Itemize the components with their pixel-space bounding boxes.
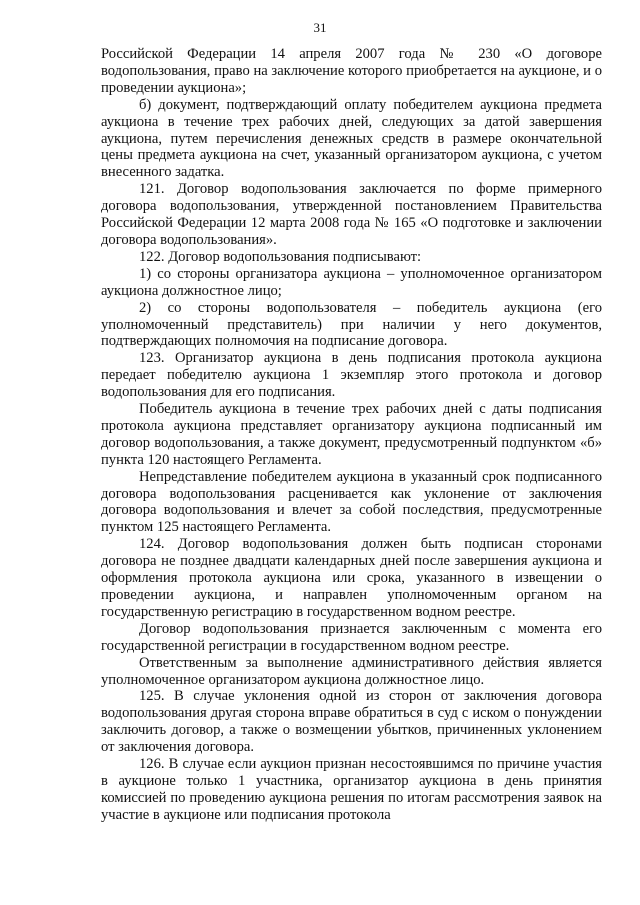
paragraph-126: 126. В случае если аукцион признан несостоявшимся по причине участия в аукционе только 1 участника, организатор аукциона в день принятия комиссией по проведению аукциона решения по итогам рассмотрения заявок на участие в аукционе или подписания протокола <box>101 756 602 823</box>
paragraph-123-nonsubmission: Непредставление победителем аукциона в указанный срок подписанного договора водопользования расценивается как уклонение от заключения договора водопользования и влечет за собой последствия, предусмотренные пунктом 125 настоящего Регламента. <box>101 468 602 536</box>
paragraph-124-registration: Договор водопользования признается заключенным с момента его государственной регистрации в государственном водном реестре. <box>101 620 602 654</box>
paragraph-122-item-1: 1) со стороны организатора аукциона – уполномоченное организатором аукциона должностное лицо; <box>101 265 602 299</box>
paragraph-continuation: Российской Федерации 14 апреля 2007 года № 230 «О договоре водопользования, право на заключение которого приобретается на аукционе, и о проведении аукциона»; <box>101 46 602 96</box>
page-number: 31 <box>313 20 327 35</box>
document-body <box>101 46 602 824</box>
paragraph-123: 123. Организатор аукциона в день подписания протокола аукциона передает победителю аукциона 1 экземпляр этого протокола и договор водопользования для его подписания. <box>101 350 602 401</box>
paragraph-subitem-b: б) документ, подтверждающий оплату победителем аукциона предмета аукциона в течение трех рабочих дней, следующих за датой завершения аукциона, путем перечисления денежных средств в размере окончательной цены предмета аукциона на счет, указанный организатором аукциона, с учетом внесенного задатка. <box>101 96 602 181</box>
paragraph-124-responsible: Ответственным за выполнение административного действия является уполномоченное организатором аукциона должностное лицо. <box>101 654 602 688</box>
paragraph-122-item-2: 2) со стороны водопользователя – победитель аукциона (его уполномоченный представитель) при наличии у него документов, подтверждающих полномочия на подписание договора. <box>101 299 602 350</box>
paragraph-121: 121. Договор водопользования заключается по форме примерного договора водопользования, утвержденной постановлением Правительства Российской Федерации 12 марта 2008 года № 165 «О подготовке и заключении договора водопользования». <box>101 181 602 248</box>
paragraph-122: 122. Договор водопользования подписывают: <box>139 248 422 265</box>
paragraph-125: 125. В случае уклонения одной из сторон от заключения договора водопользования другая сторона вправе обратиться в суд с иском о понуждении заключить договор, а также о возмещении убытков, причиненных уклонением от заключения договора. <box>101 688 602 756</box>
paragraph-123-winner: Победитель аукциона в течение трех рабочих дней с даты подписания протокола аукциона представляет организатору аукциона подписанный им договор водопользования, а также документ, предусмотренный подпунктом «б» пункта 120 настоящего Регламента. <box>101 401 602 468</box>
paragraph-124: 124. Договор водопользования должен быть подписан сторонами договора не позднее двадцати календарных дней после завершения аукциона и оформления протокола аукциона или срока, указанного в извещении о проведении аукциона, и направлен уполномоченным органом на государственную регистрацию в государственном водном реестре. <box>101 536 602 620</box>
